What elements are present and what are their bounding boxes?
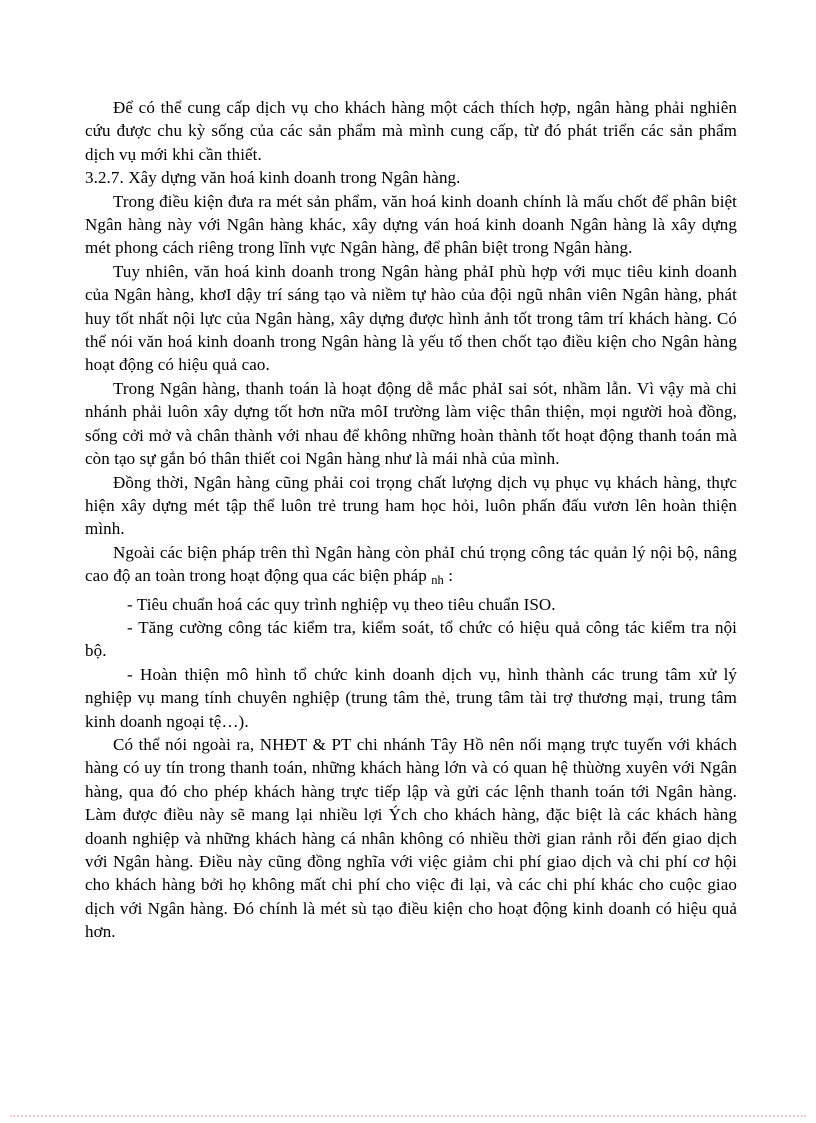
paragraph: Trong Ngân hàng, thanh toán là hoạt động dễ mắc phảI sai sót, nhầm lẫn. Vì vậy mà chi nhánh phải luôn xây dựng tốt hơn nữa môI trường làm việc thân thiện, mọi người hoà đồng, sống cởi mở và chân thành với nhau để không những hoàn thành tốt hoạt động thanh toán mà còn tạo sự gắn bó thân thiết coi Ngân hàng như là mái nhà của mình.	[85, 378, 737, 469]
bullet-item: - Hoàn thiện mô hình tổ chức kinh doanh dịch vụ, hình thành các trung tâm xử lý nghiệp vụ mang tính chuyên nghiệp (trung tâm thẻ, trung tâm tài trợ thương mại, trung tâm kinh doanh ngoại tệ…).	[85, 664, 737, 731]
intro-paragraph: Để có thể cung cấp dịch vụ cho khách hàng một cách thích hợp, ngân hàng phải nghiên cứu được chu kỳ sống của các sản phẩm mà mình cung cấp, từ đó phát triển các sản phẩm dịch vụ mới khi cần thiết.	[85, 98, 737, 164]
bullet-item: - Tăng cường công tác kiểm tra, kiểm soát, tổ chức có hiệu quả công tác kiểm tra nội bộ.	[85, 617, 737, 661]
measures-intro-tail: :	[443, 566, 454, 586]
subscript-nh: nh	[431, 573, 444, 588]
paragraph: Trong điều kiện đưa ra mét sản phẩm, văn hoá kinh doanh chính là mấu chốt để phân biệt Ngân hàng này với Ngân hàng khác, xây dựng ván hoá kinh doanh Ngân hàng là xây dựng mét phong cách riêng trong lĩnh vực Ngân hàng, để phân biệt trong Ngân hàng.	[85, 191, 737, 258]
measures-intro-text: Ngoài các biện pháp trên thì Ngân hàng còn phảI chú trọng công tác quản lý nội bộ, nâng cao độ an toàn trong hoạt động qua các biện pháp	[85, 542, 737, 586]
paragraph: Đồng thời, Ngân hàng cũng phải coi trọng chất lượng dịch vụ phục vụ khách hàng, thực hiện xây dựng mét tập thể luôn trẻ trung ham học hỏi, luôn phấn đấu vươn lên hoàn thiện mình.	[85, 472, 737, 539]
text-content	[85, 96, 737, 944]
measures-intro-paragraph	[85, 541, 737, 593]
page-break-dotted-line	[10, 1115, 806, 1117]
bullet-item: - Tiêu chuẩn hoá các quy trình nghiệp vụ theo tiêu chuẩn ISO.	[127, 594, 556, 614]
section-heading: 3.2.7. Xây dựng văn hoá kinh doanh trong Ngân hàng.	[85, 168, 461, 188]
closing-paragraph: Có thể nói ngoài ra, NHĐT & PT chi nhánh Tây Hồ nên nối mạng trực tuyến với khách hàng có uy tín trong thanh toán, những khách hàng lớn và có quan hệ thùờng xuyên với Ngân hàng, qua đó cho phép khách hàng trực tiếp lập và gửi các lệnh thanh toán tới Ngân hàng. Làm được điều này sẽ mang lại nhiều lợi Ých cho khách hàng, đặc biệt là các khách hàng doanh nghiệp và những khách hàng cá nhân không có nhiều thời gian rảnh rỗi đến giao dịch với Ngân hàng. Điều này cũng đồng nghĩa với việc giảm chi phí giao dịch và chi phí cơ hội cho khách hàng bởi họ không mất chi phí cho việc đi lại, và các chi phí khác cho cuộc giao dịch với Ngân hàng. Đó chính là mét sù tạo điều kiện cho hoạt động kinh doanh có hiệu quả hơn.	[85, 734, 737, 942]
paragraph: Tuy nhiên, văn hoá kinh doanh trong Ngân hàng phảI phù hợp với mục tiêu kinh doanh của Ngân hàng, khơI dậy trí sáng tạo và niềm tự hào của đội ngũ nhân viên Ngân hàng, phát huy tốt nhất nội lực của Ngân hàng, xây dựng được hình ảnh tốt trong tâm trí khách hàng. Có thể nói văn hoá kinh doanh trong Ngân hàng là yếu tố then chốt tạo điều kiện cho Ngân hàng hoạt động có hiệu quả cao.	[85, 261, 737, 375]
